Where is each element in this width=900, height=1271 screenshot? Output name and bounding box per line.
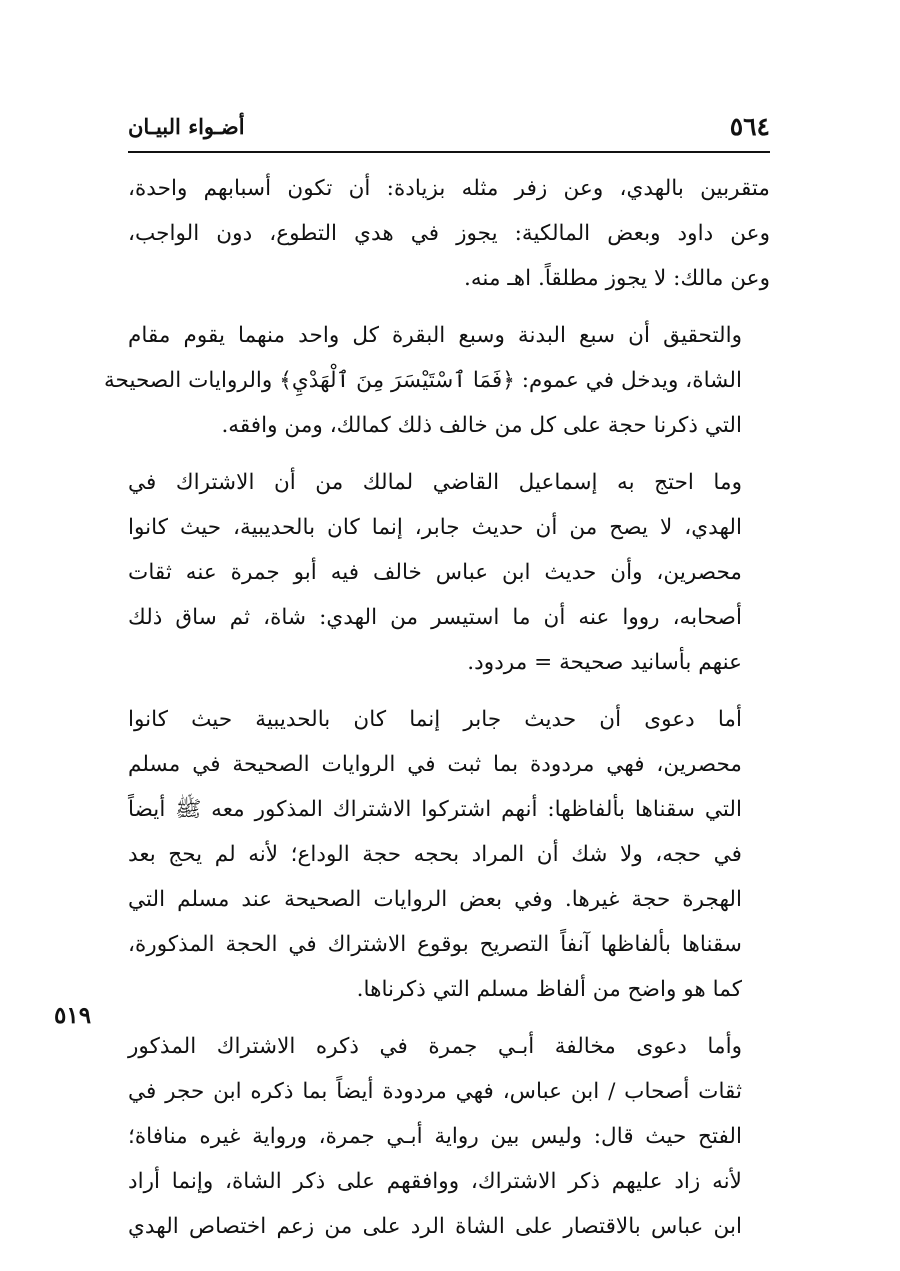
text-line: عنهم بأسانيد صحيحة = مردود.	[467, 650, 742, 675]
text-line: والتحقيق أن سبع البدنة وسبع البقرة كل واحد منهما يقوم مقام	[128, 323, 742, 348]
paragraph-2	[103, 313, 770, 448]
text-line: متقربين بالهدي، وعن زفر مثله بزيادة: أن تكون أسبابهم واحدة،	[128, 176, 770, 201]
page-number: ٥٦٤	[729, 112, 770, 141]
text-line: لأنه زاد عليهم ذكر الاشتراك، ووافقهم على ذكر الشاة، وإنما أراد	[128, 1169, 742, 1194]
text-line: سقناها بألفاظها آنفاً التصريح بوقوع الاشتراك في الحجة المذكورة،	[128, 932, 742, 957]
text-line: أما دعوى أن حديث جابر إنما كان بالحديبية حيث كانوا	[128, 707, 742, 732]
text-line: وعن داود وبعض المالكية: يجوز في هدي التطوع، دون الواجب،	[128, 221, 770, 246]
book-title: أضـواء البيـان	[128, 114, 245, 139]
text-line: الهدي، لا يصح من أن حديث جابر، إنما كان بالحديبية، حيث كانوا	[128, 515, 742, 540]
text-line-with-quran-verse: الشاة، ويدخل في عموم: ﴿فَمَا ٱسْتَيْسَرَ مِنَ ٱلْهَدْيِ﴾ والروايات الصحيحة	[103, 368, 742, 393]
page-header	[128, 108, 770, 148]
text-line: الهجرة حجة غيرها. وفي بعض الروايات الصحيحة عند مسلم التي	[128, 887, 742, 912]
body-text	[103, 166, 770, 1261]
paragraph-4	[128, 697, 770, 1012]
paragraph-3	[128, 460, 770, 685]
text-line: التي سقناها بألفاظها: أنهم اشتركوا الاشتراك المذكور معه ﷺ أيضاً	[128, 797, 742, 822]
text-line: أصحابه، رووا عنه أن ما استيسر من الهدي: شاة، ثم ساق ذلك	[128, 605, 742, 630]
text-line: محصرين، فهي مردودة بما ثبت في الروايات الصحيحة في مسلم	[128, 752, 742, 777]
text-line: ثقات أصحاب / ابن عباس، فهي مردودة أيضاً بما ذكره ابن حجر في	[128, 1079, 742, 1104]
text-line: الفتح حيث قال: وليس بين رواية أبـي جمرة، ورواية غيره منافاة؛	[128, 1124, 742, 1149]
text-line: ابن عباس بالاقتصار على الشاة الرد على من زعم اختصاص الهدي	[128, 1214, 742, 1239]
paragraph-5	[128, 1024, 770, 1249]
text-line: التي ذكرنا حجة على كل من خالف ذلك كمالك، ومن وافقه.	[221, 413, 742, 438]
text-line: وما احتج به إسماعيل القاضي لمالك من أن الاشتراك في	[128, 470, 742, 495]
margin-reference-number: ٥١٩	[54, 1002, 92, 1029]
paragraph-1	[128, 166, 770, 301]
text-line: كما هو واضح من ألفاظ مسلم التي ذكرناها.	[356, 977, 742, 1002]
text-line: في حجه، ولا شك أن المراد بحجه حجة الوداع؛ لأنه لم يحج بعد	[128, 842, 742, 867]
text-line: محصرين، وأن حديث ابن عباس خالف فيه أبو جمرة عنه ثقات	[128, 560, 742, 585]
header-rule	[128, 151, 770, 153]
text-line: وعن مالك: لا يجوز مطلقاً. اهـ منه.	[463, 266, 770, 291]
text-line: وأما دعوى مخالفة أبـي جمرة في ذكره الاشتراك المذكور	[128, 1034, 742, 1059]
